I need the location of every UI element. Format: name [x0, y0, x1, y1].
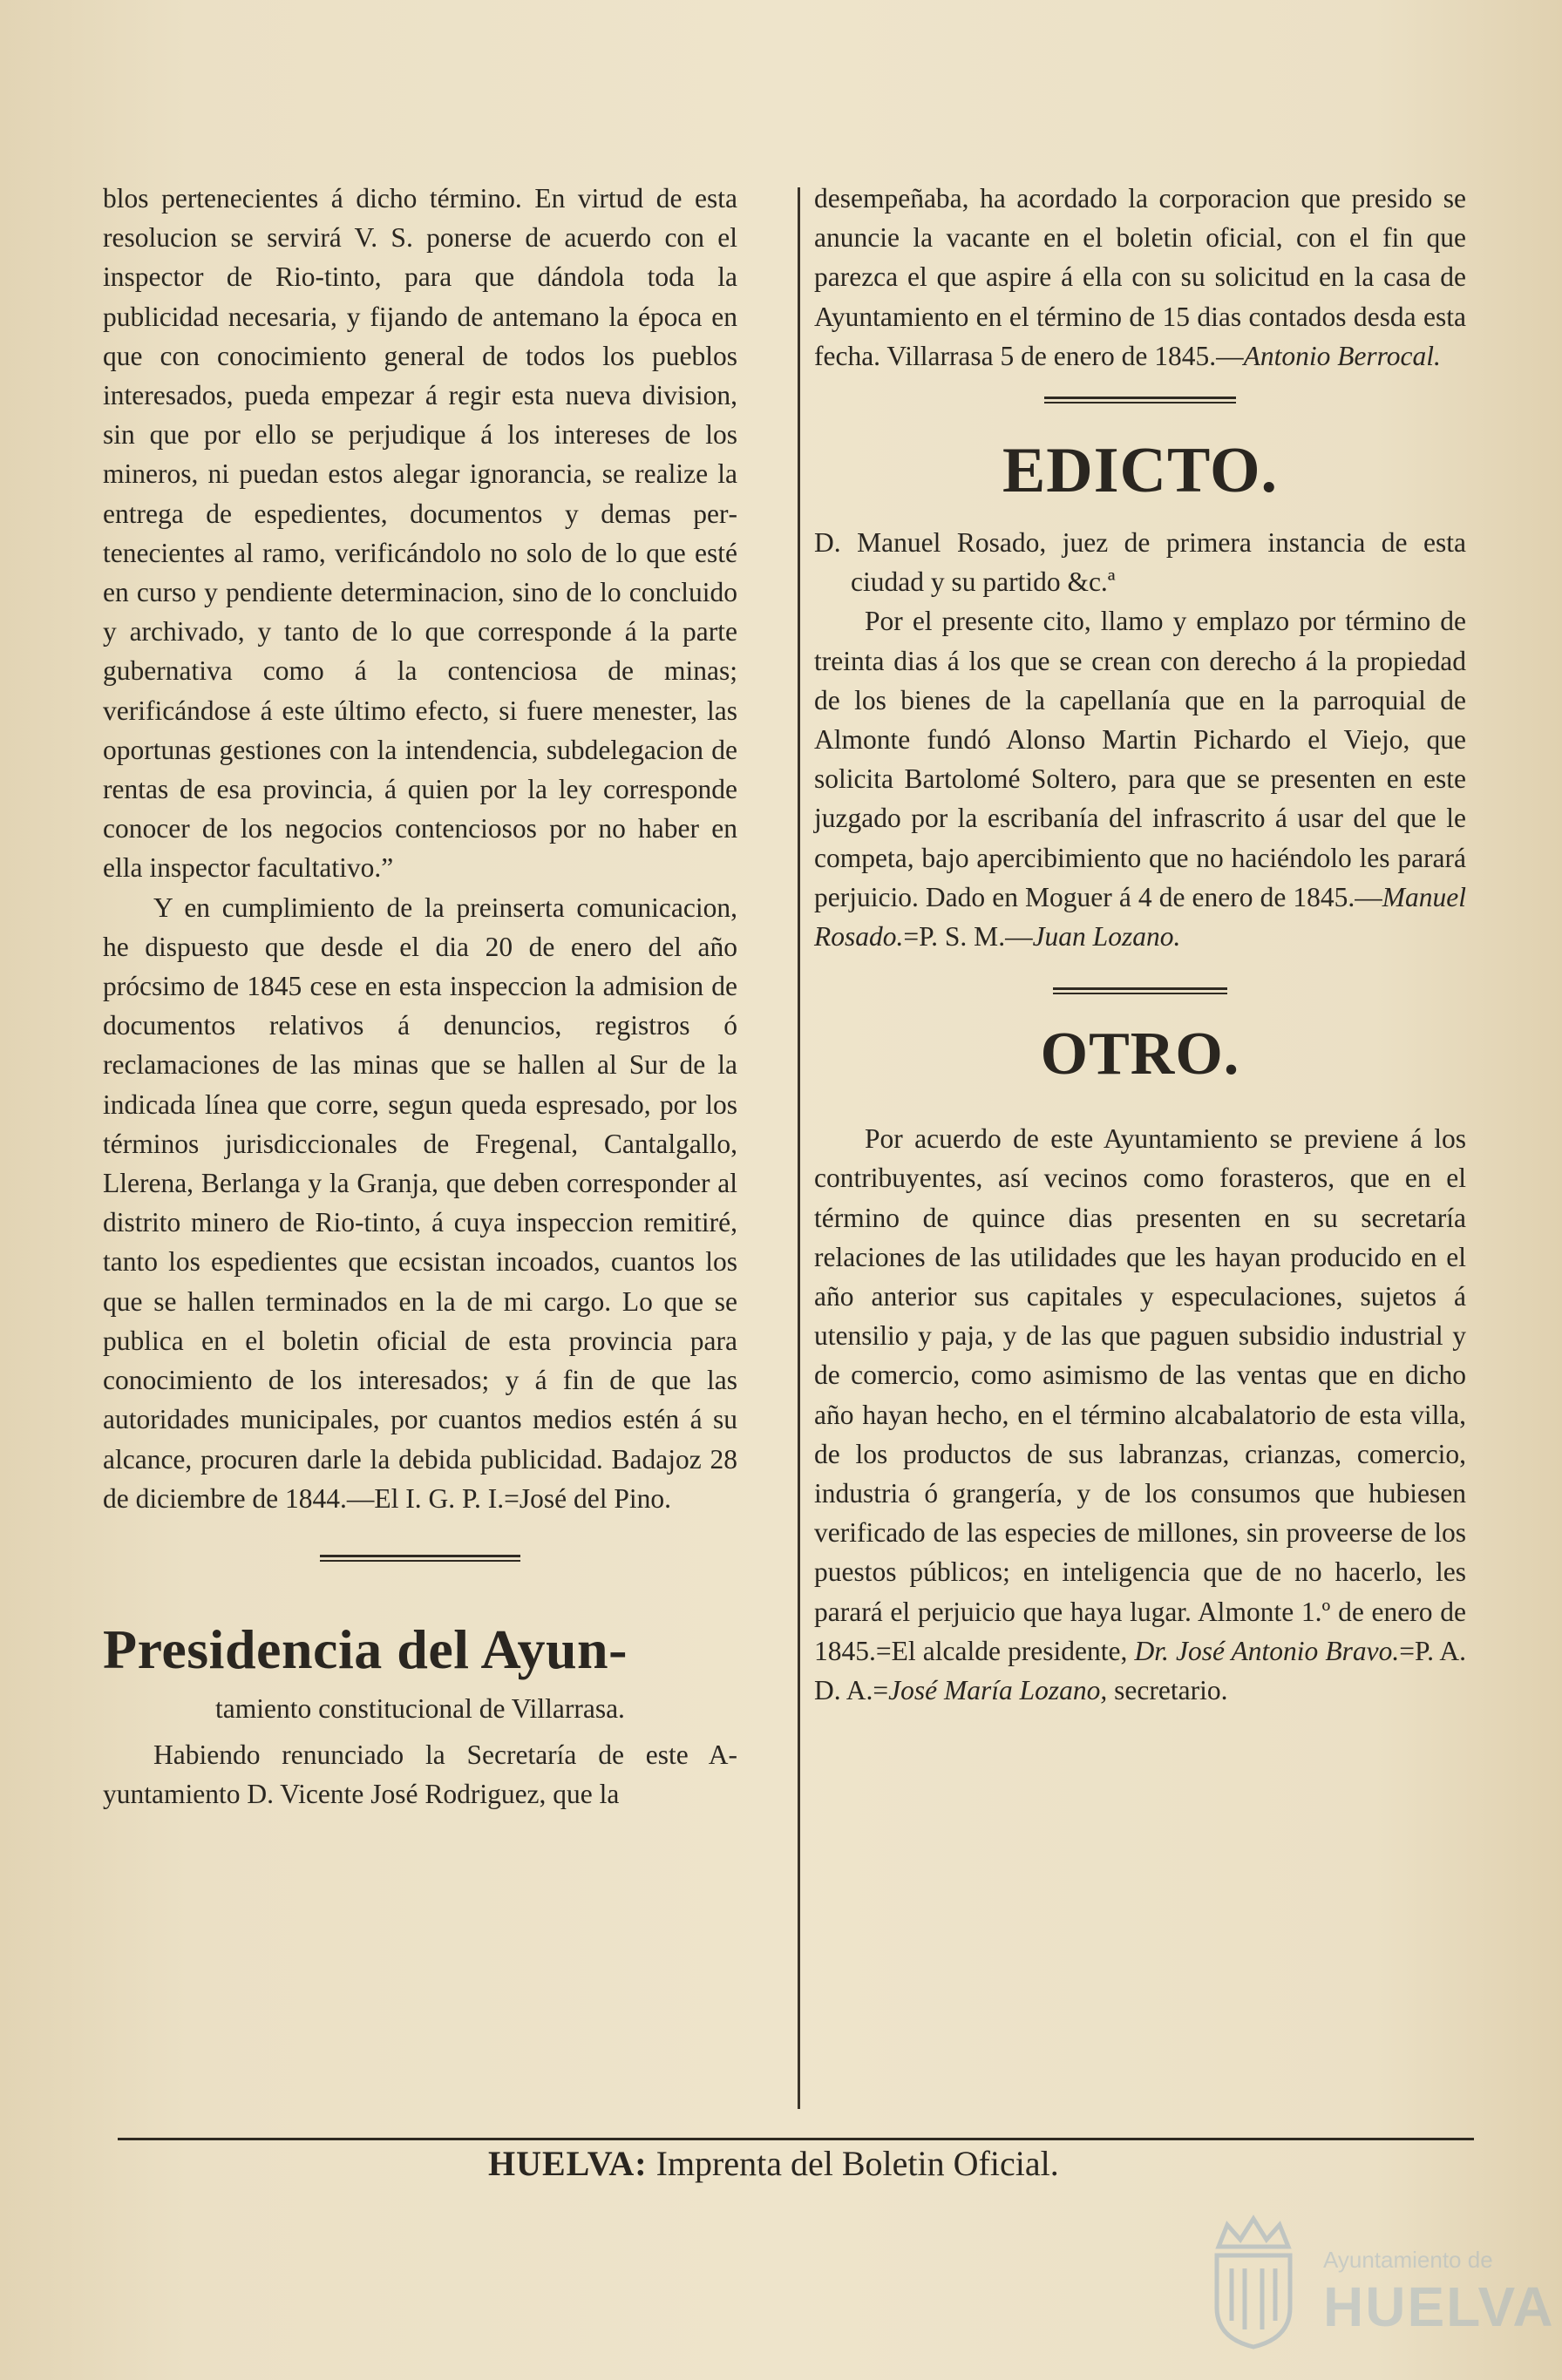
presidencia-body: Habiendo renunciado la Secretaría de este Ayuntamiento D. Vicente José Rodriguez, que la [103, 1739, 737, 1810]
otro-body [814, 1119, 1466, 1710]
section-separator [1044, 397, 1236, 404]
edicto-text: Por el presente cito, llamo y emplazo por término de treinta dias á los que se crean con derecho á la propiedad de los bienes de la capellanía que en la parroquial de Almonte fundó Alonso Martin Pichardo el Viejo, que solicita Bartolomé Soltero, para que se presenten en este juzgado por la escribanía del infrascrito á usar del que le competa, bajo apercibimiento que no haciéndolo les parará perjuicio. Dado en Moguer á 4 de enero de 1845.— [814, 606, 1466, 912]
signature-bravo: Dr. José Antonio Bravo. [1134, 1635, 1400, 1666]
edicto-body [814, 601, 1466, 956]
edicto-intro: D. Manuel Rosado, juez de primera instancia de esta ciudad y su partido &c.ª [814, 527, 1466, 598]
edicto-abbrev: =P. S. M.— [903, 921, 1033, 953]
signature-rosado: Manuel Rosado. [814, 881, 1466, 953]
watermark-line2: HUELVA [1323, 2275, 1555, 2338]
right-column [814, 179, 1466, 1710]
presidencia-subheading: tamiento constitucional de Villarrasa. [215, 1692, 625, 1724]
column-divider [798, 187, 800, 2109]
edicto-heading: EDICTO. [1002, 435, 1279, 507]
imprint-place: HUELVA: [488, 2144, 648, 2183]
section-separator [1053, 987, 1227, 995]
left-column [103, 179, 737, 1814]
otro-end: secretario. [1107, 1675, 1228, 1706]
imprint-line [488, 2142, 1116, 2186]
left-paragraph-continued: blos pertenecientes á dicho término. En virtud de esta resolucion se servirá V. S. ponerse de acuerdo con el inspector de Rio-tinto, para que dándola toda la publicidad necesaria, y fijando de antemano la época en que con conocimiento general de todos los pueblos interesados, pueda empezar á regir esta nueva division, sin que por ello se perjudique á los intereses de los mineros, ni puedan estos alegar ignorancia, se realize la entrega de espedientes, documentos y demas pertenecientes al ramo, verificándolo no solo de lo que esté en curso y pendiente determinacion, sino de lo concluido y archivado, y tanto de lo que corresponde á la parte gubernativa como á la contenciosa de minas; verificándose á este último efecto, si fuere menester, las oportunas gestiones con la intendencia, subdelegacion de rentas de esa provincia, á quien por la ley corresponde conocer de los negocios contenciosos por no haber en ella inspector facultativo.” [103, 183, 737, 884]
otro-heading: OTRO. [1040, 1020, 1240, 1088]
crown-shield-icon [1201, 2212, 1306, 2351]
left-paragraph-compliance: Y en cumplimiento de la preinserta comunicacion, he dispuesto que desde el dia 20 de enero del año prócsimo de 1845 cese en esta inspeccion la admision de documentos relativos á denuncios, registros ó reclamaciones de las minas que se hallen al Sur de la indicada línea que corre, segun queda espresado, por los términos jurisdiccionales de Fregenal, Cantalgallo, Llerena, Berlanga y la Granja, que deben corresponder al distrito minero de Rio-tinto, á cuya inspeccion remitiré, tanto los espedientes que ecsistan incoados, cuantos los que se hallen terminados en la de mi cargo. Lo que se publica en el boletin oficial de esta provincia para conocimiento de los interesados; y á fin de que las autoridades municipales, por cuantos medios estén á su alcance, procuren darle la debida publicidad. Badajoz 28 de diciembre de 1844.—El I. G. P. I.=José del Pino. [103, 892, 737, 1514]
otro-abbrev: =P. A. D. A.= [814, 1635, 1466, 1706]
presidencia-heading: Presidencia del Ayun- [103, 1617, 628, 1680]
archive-watermark [1201, 2212, 1555, 2360]
signature-berrocal: Antonio Berrocal. [1243, 340, 1441, 371]
watermark-line1: Ayuntamiento de [1323, 2247, 1493, 2273]
signature-lozano-jose: José María Lozano, [888, 1675, 1108, 1706]
otro-text: Por acuerdo de este Ayuntamiento se previene á los contribuyentes, así vecinos como forasteros, que en el término de quince dias presenten en su secretaría relaciones de las utilidades que les hayan producido en el año anterior sus capitales y especulaciones, sujetos á utensilio y paja, y de las que paguen subsidio industrial y de comercio, como asimismo de las ventas que en dicho año hayan hecho, en el término alcabalatorio de esta villa, de los productos de sus labranzas, crianzas, comercio, industria ó grangería, y de los consumos que hubiesen verificado de las especies de millones, sin proveerse de los puestos públicos; en inteligencia que de no hacerlo, les parará el perjuicio que haya lugar. Almonte 1.º de enero de 1845.=El alcalde presidente, [814, 1123, 1466, 1666]
section-separator [320, 1555, 520, 1563]
imprint-printer: Imprenta del Boletin Oficial. [647, 2144, 1059, 2183]
vacancy-notice-text: desempeñaba, ha acordado la corporacion que presido se anuncie la vacante en el boletin oficial, con el fin que parezca el que aspire á ella con su solicitud en la casa de Ayuntamiento en el término de 15 dias contados desda esta fecha. Villarrasa 5 de enero de 1845.— [814, 183, 1466, 371]
signature-lozano-juan: Juan Lozano. [1032, 921, 1181, 953]
footer-rule [118, 2138, 1474, 2140]
right-paragraph-continued [814, 179, 1466, 376]
